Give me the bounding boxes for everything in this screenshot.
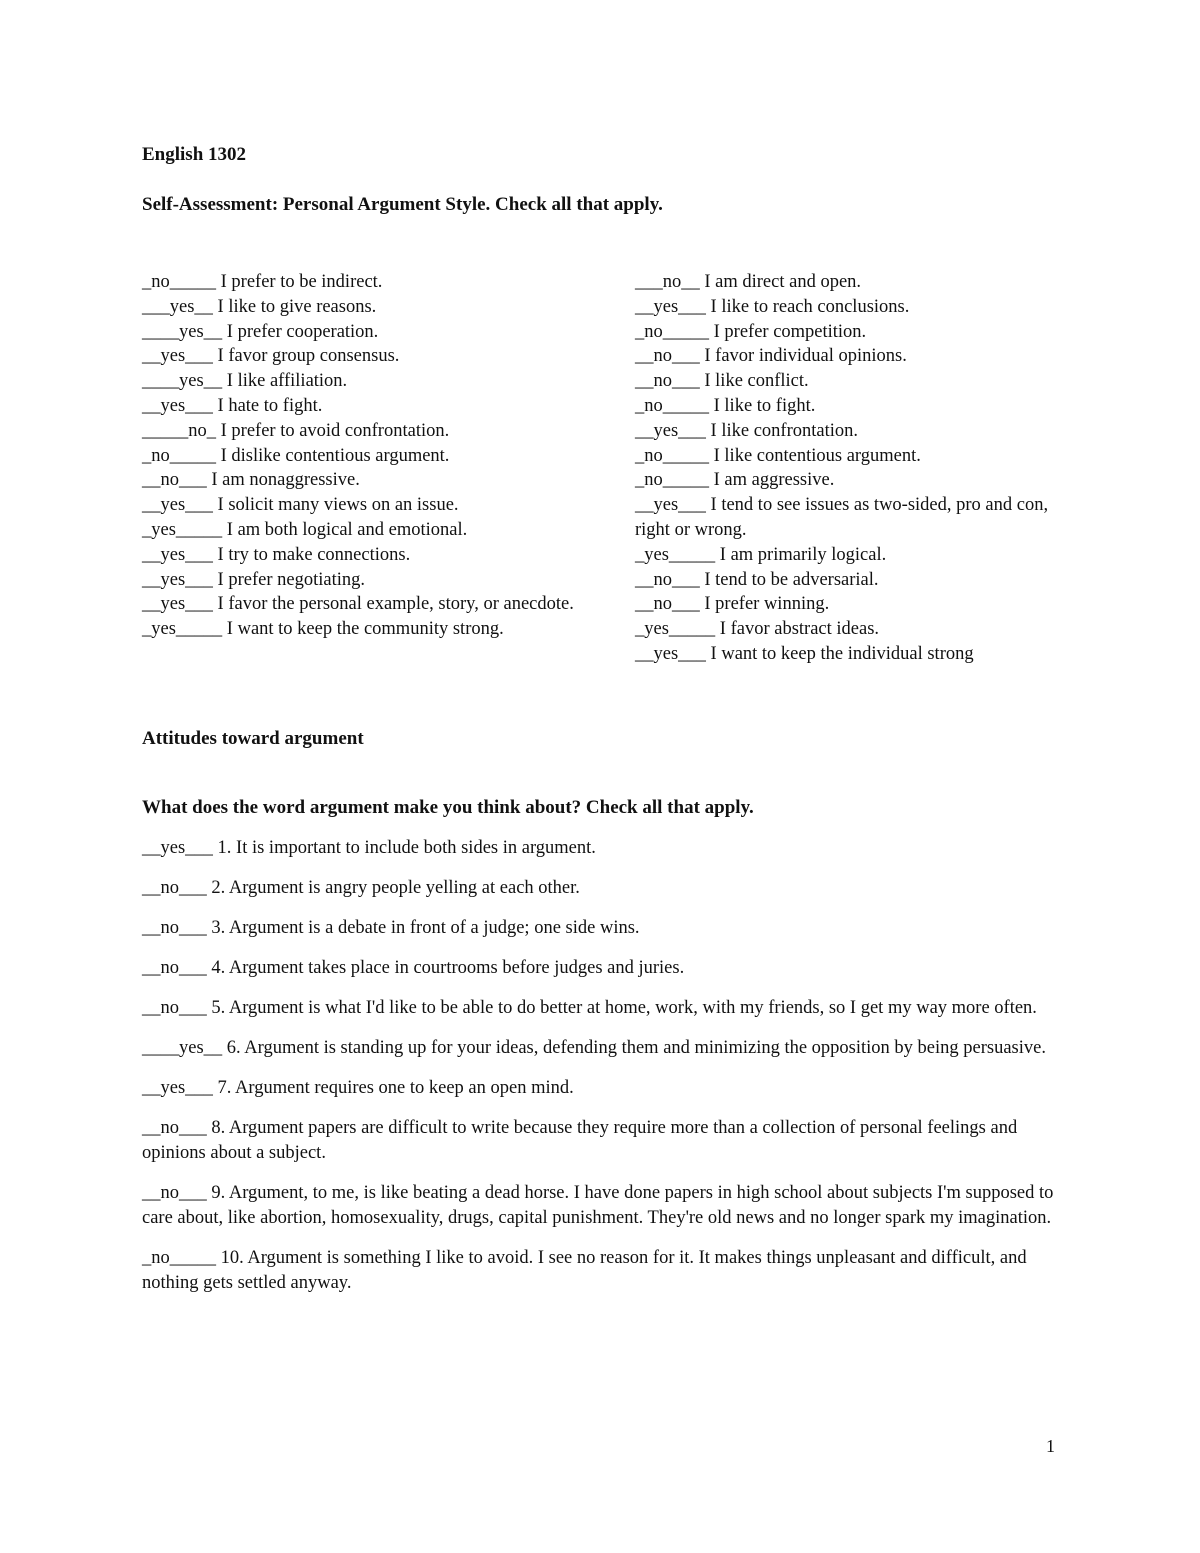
checklist-item-left-4 <box>142 344 582 369</box>
checklist-item-right-10 <box>635 493 1050 543</box>
item-text: I try to make connections. <box>212 544 411 565</box>
attitude-item-5 <box>142 996 1062 1021</box>
answer-blank[interactable]: __yes___ <box>142 395 213 416</box>
checklist-item-left-5 <box>142 369 582 394</box>
checklist-item-left-12 <box>142 543 582 568</box>
attitude-item-3 <box>142 916 1062 941</box>
attitude-item-7 <box>142 1076 1062 1101</box>
attitude-item-9 <box>142 1181 1062 1231</box>
checklist-item-left-15 <box>142 617 582 642</box>
item-text: I am both logical and emotional. <box>222 519 468 540</box>
answer-blank[interactable]: ____yes__ <box>142 1038 223 1058</box>
checklist-item-left-13 <box>142 568 582 593</box>
answer-blank[interactable]: _no_____ <box>142 445 216 466</box>
attitudes-list <box>142 836 1062 1311</box>
checklist-item-right-7 <box>635 419 1050 444</box>
answer-blank[interactable]: ____yes__ <box>142 321 223 342</box>
checklist-item-right-2 <box>635 295 1050 320</box>
item-text: I like to fight. <box>709 395 816 416</box>
attitude-item-2 <box>142 876 1062 901</box>
item-text: 6. Argument is standing up for your ideas, defending them and minimizing the opposition by being persuasive. <box>222 1038 1046 1058</box>
answer-blank[interactable]: __yes___ <box>635 643 706 664</box>
answer-blank[interactable]: __no___ <box>635 594 700 615</box>
answer-blank[interactable]: __no___ <box>142 878 207 898</box>
checklist-item-left-10 <box>142 493 582 518</box>
answer-blank[interactable]: _no_____ <box>635 445 709 466</box>
answer-blank[interactable]: __yes___ <box>142 1078 213 1098</box>
self-assessment-heading: Self-Assessment: Personal Argument Style. Check all that apply. <box>142 194 663 215</box>
item-text: 5. Argument is what I'd like to be able to do better at home, work, with my friends, so I get my way more often. <box>206 998 1037 1018</box>
item-text: I like affiliation. <box>222 371 348 392</box>
answer-blank[interactable]: _yes_____ <box>635 544 716 565</box>
item-text: I like conflict. <box>699 371 809 392</box>
item-text: 2. Argument is angry people yelling at each other. <box>206 878 580 898</box>
item-text: I dislike contentious argument. <box>216 445 450 466</box>
answer-blank[interactable]: __no___ <box>142 918 207 938</box>
checklist-item-right-3 <box>635 320 1050 345</box>
item-text: I solicit many views on an issue. <box>212 495 459 516</box>
item-text: I want to keep the community strong. <box>222 619 504 640</box>
item-text: I prefer negotiating. <box>212 569 365 590</box>
answer-blank[interactable]: __yes___ <box>635 420 706 441</box>
item-text: I hate to fight. <box>212 395 323 416</box>
attitude-item-4 <box>142 956 1062 981</box>
checklist-item-left-6 <box>142 394 582 419</box>
item-text: I tend to be adversarial. <box>699 569 879 590</box>
attitude-item-6 <box>142 1036 1062 1061</box>
checklist-item-right-11 <box>635 543 1050 568</box>
answer-blank[interactable]: __no___ <box>142 998 207 1018</box>
checklist-item-right-14 <box>635 617 1050 642</box>
answer-blank[interactable]: __no___ <box>635 346 700 367</box>
item-text: I want to keep the individual strong <box>705 643 974 664</box>
answer-blank[interactable]: __yes___ <box>142 594 213 615</box>
checklist-item-right-8 <box>635 444 1050 469</box>
item-text: I prefer cooperation. <box>222 321 379 342</box>
answer-blank[interactable]: __yes___ <box>142 346 213 367</box>
checklist-item-left-8 <box>142 444 582 469</box>
attitude-item-10 <box>142 1246 1062 1296</box>
item-text: I favor the personal example, story, or anecdote. <box>212 594 574 615</box>
checklist-item-left-3 <box>142 320 582 345</box>
answer-blank[interactable]: __no___ <box>635 371 700 392</box>
item-text: 10. Argument is something I like to avoid. I see no reason for it. It makes things unpleasant and difficult, and nothing gets settled anyway. <box>142 1248 1027 1293</box>
item-text: 7. Argument requires one to keep an open mind. <box>212 1078 574 1098</box>
answer-blank[interactable]: __no___ <box>142 470 207 491</box>
answer-blank[interactable]: __yes___ <box>142 495 213 516</box>
checklist-item-left-11 <box>142 518 582 543</box>
item-text: I favor individual opinions. <box>699 346 907 367</box>
item-text: I like to reach conclusions. <box>705 296 910 317</box>
item-text: 4. Argument takes place in courtrooms before judges and juries. <box>206 958 685 978</box>
checklist-item-right-4 <box>635 344 1050 369</box>
item-text: 3. Argument is a debate in front of a judge; one side wins. <box>206 918 640 938</box>
item-text: 9. Argument, to me, is like beating a dead horse. I have done papers in high school about subjects I'm supposed to care about, like abortion, homosexuality, drugs, capital punishment. They're old news and no longer spark my imagination. <box>142 1183 1054 1228</box>
checklist-item-left-1 <box>142 270 582 295</box>
item-text: I prefer winning. <box>699 594 830 615</box>
checklist-item-right-6 <box>635 394 1050 419</box>
answer-blank[interactable]: _yes_____ <box>142 519 223 540</box>
item-text: I prefer competition. <box>709 321 867 342</box>
right-checklist <box>635 270 1050 667</box>
answer-blank[interactable]: ___no__ <box>635 272 700 292</box>
checklist-item-right-5 <box>635 369 1050 394</box>
item-text: I prefer to avoid confrontation. <box>216 420 450 441</box>
attitudes-heading: Attitudes toward argument <box>142 728 364 749</box>
answer-blank[interactable]: __no___ <box>142 1118 207 1138</box>
answer-blank[interactable]: _no_____ <box>635 470 709 491</box>
item-text: I tend to see issues as two-sided, pro and con, right or wrong. <box>635 495 1049 540</box>
answer-blank[interactable]: __yes___ <box>142 569 213 590</box>
answer-blank[interactable]: __yes___ <box>635 296 706 317</box>
answer-blank[interactable]: _no_____ <box>142 272 216 292</box>
answer-blank[interactable]: __yes___ <box>142 838 213 858</box>
checklist-item-left-7 <box>142 419 582 444</box>
attitude-item-1 <box>142 836 1062 861</box>
checklist-item-left-9 <box>142 468 582 493</box>
question-heading: What does the word argument make you think about? Check all that apply. <box>142 797 754 818</box>
item-text: I am aggressive. <box>709 470 835 491</box>
checklist-item-left-14 <box>142 592 582 617</box>
left-checklist <box>142 270 582 642</box>
answer-blank[interactable]: __no___ <box>142 958 207 978</box>
checklist-item-right-15 <box>635 642 1050 667</box>
checklist-item-left-2 <box>142 295 582 320</box>
item-text: I like confrontation. <box>705 420 858 441</box>
course-title: English 1302 <box>142 144 247 165</box>
answer-blank[interactable]: _no_____ <box>142 1248 216 1268</box>
answer-blank[interactable]: _____no_ <box>142 420 216 441</box>
checklist-item-right-1 <box>635 270 1050 295</box>
answer-blank[interactable]: _yes_____ <box>142 619 223 640</box>
answer-blank[interactable]: __yes___ <box>635 495 706 516</box>
answer-blank[interactable]: __yes___ <box>142 544 213 565</box>
item-text: I like contentious argument. <box>709 445 921 466</box>
item-text: I am direct and open. <box>699 272 862 292</box>
item-text: 1. It is important to include both sides in argument. <box>212 838 596 858</box>
answer-blank[interactable]: __no___ <box>142 1183 207 1203</box>
answer-blank[interactable]: _no_____ <box>635 321 709 342</box>
answer-blank[interactable]: ____yes__ <box>142 371 223 392</box>
item-text: I like to give reasons. <box>212 296 377 317</box>
page-number: 1 <box>1046 1436 1055 1456</box>
checklist-item-right-12 <box>635 568 1050 593</box>
answer-blank[interactable]: __no___ <box>635 569 700 590</box>
checklist-item-right-9 <box>635 468 1050 493</box>
item-text: 8. Argument papers are difficult to write because they require more than a collection of personal feelings and opinions about a subject. <box>142 1118 1018 1163</box>
item-text: I am primarily logical. <box>715 544 887 565</box>
item-text: I favor abstract ideas. <box>715 619 880 640</box>
answer-blank[interactable]: _no_____ <box>635 395 709 416</box>
item-text: I favor group consensus. <box>212 346 400 367</box>
item-text: I prefer to be indirect. <box>216 272 383 292</box>
answer-blank[interactable]: ___yes__ <box>142 296 213 317</box>
attitude-item-8 <box>142 1116 1062 1166</box>
checklist-item-right-13 <box>635 592 1050 617</box>
answer-blank[interactable]: _yes_____ <box>635 619 716 640</box>
item-text: I am nonaggressive. <box>206 470 360 491</box>
